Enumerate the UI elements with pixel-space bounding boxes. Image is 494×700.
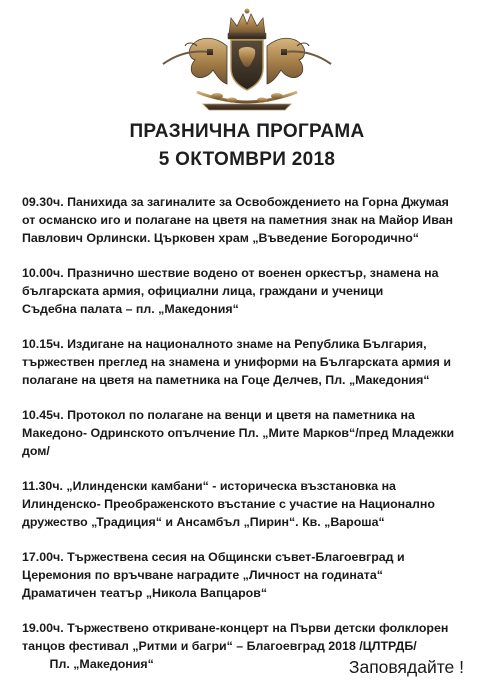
program-entry — [22, 265, 482, 318]
entry-line: Павлович Орлински. Църковен храм „Въведение Богородично“ — [22, 230, 420, 245]
entry-line: Македоно- Одринското опълчение Пл. „Мите Марков“/пред Младежки — [22, 425, 455, 440]
entry-line: Церемония по връчване наградите „Личност на годината“ — [22, 567, 383, 582]
entry-line: 19.00ч. Тържествено откриване-концерт на Първи детски фолклорен — [22, 620, 449, 635]
coat-of-arms-icon — [157, 6, 337, 114]
entry-line: 10.15ч. Издигане на националното знаме на Република България, — [22, 336, 427, 351]
oak-branch-icon — [197, 92, 297, 103]
page-title: ПРАЗНИЧНА ПРОГРАМА — [129, 121, 365, 142]
lion-left-icon — [185, 38, 227, 84]
closing-invitation: Заповядайте ! — [348, 657, 464, 677]
entry-line: Драматичен театър „Никола Вапцаров“ — [22, 585, 268, 600]
program-list — [22, 194, 482, 691]
entry-line: 10.45ч. Протокол по полагане на венци и цветя на паметника на — [22, 407, 415, 422]
entry-line: дружество „Традиция“ и Ансамбъл „Пирин“. Кв. „Вароша“ — [22, 514, 385, 529]
event-date: 5 ОКТОМВРИ 2018 — [158, 149, 336, 170]
entry-line: дом/ — [22, 443, 50, 458]
entry-line: 10.00ч. Празнично шествие водено от военен оркестър, знамена на — [22, 265, 439, 280]
lion-right-icon — [267, 38, 309, 84]
entry-line: 17.00ч. Тържествена сесия на Общински съвет-Благоевград и — [22, 549, 405, 564]
shield-icon — [231, 40, 263, 90]
entry-line: българската армия, официални лица, граждани и ученици — [22, 283, 384, 298]
crown-icon — [228, 9, 266, 40]
entry-line: Пл. „Македония“ — [22, 656, 154, 671]
program-entry — [22, 194, 482, 247]
entry-line: Съдебна палата – пл. „Македония“ — [22, 301, 239, 316]
program-entry — [22, 478, 482, 531]
entry-line: полагане на цветя на паметника на Гоце Делчев, Пл. „Македония“ — [22, 372, 430, 387]
entry-line: танцов фестивал „Ритми и багри“ – Благоевград 2018 /ЦЛТРДБ/ — [22, 638, 417, 653]
program-entry — [22, 549, 482, 602]
entry-line: тържествен преглед на знамена и униформи на Българската армия и — [22, 354, 451, 369]
entry-line: от османско иго и полагане на цветя на паметния знак на Майор Иван — [22, 212, 454, 227]
program-entry — [22, 407, 482, 460]
ribbon-icon — [203, 104, 291, 110]
program-entry — [22, 336, 482, 389]
entry-line: 11.30ч. „Илинденски камбани“ - историческа възстановка на — [22, 478, 396, 493]
entry-line: Илинденско- Преображенското въстание с участие на Национално — [22, 496, 435, 511]
entry-line: 09.30ч. Панихида за загиналите за Освобождението на Горна Джумая — [22, 195, 449, 209]
